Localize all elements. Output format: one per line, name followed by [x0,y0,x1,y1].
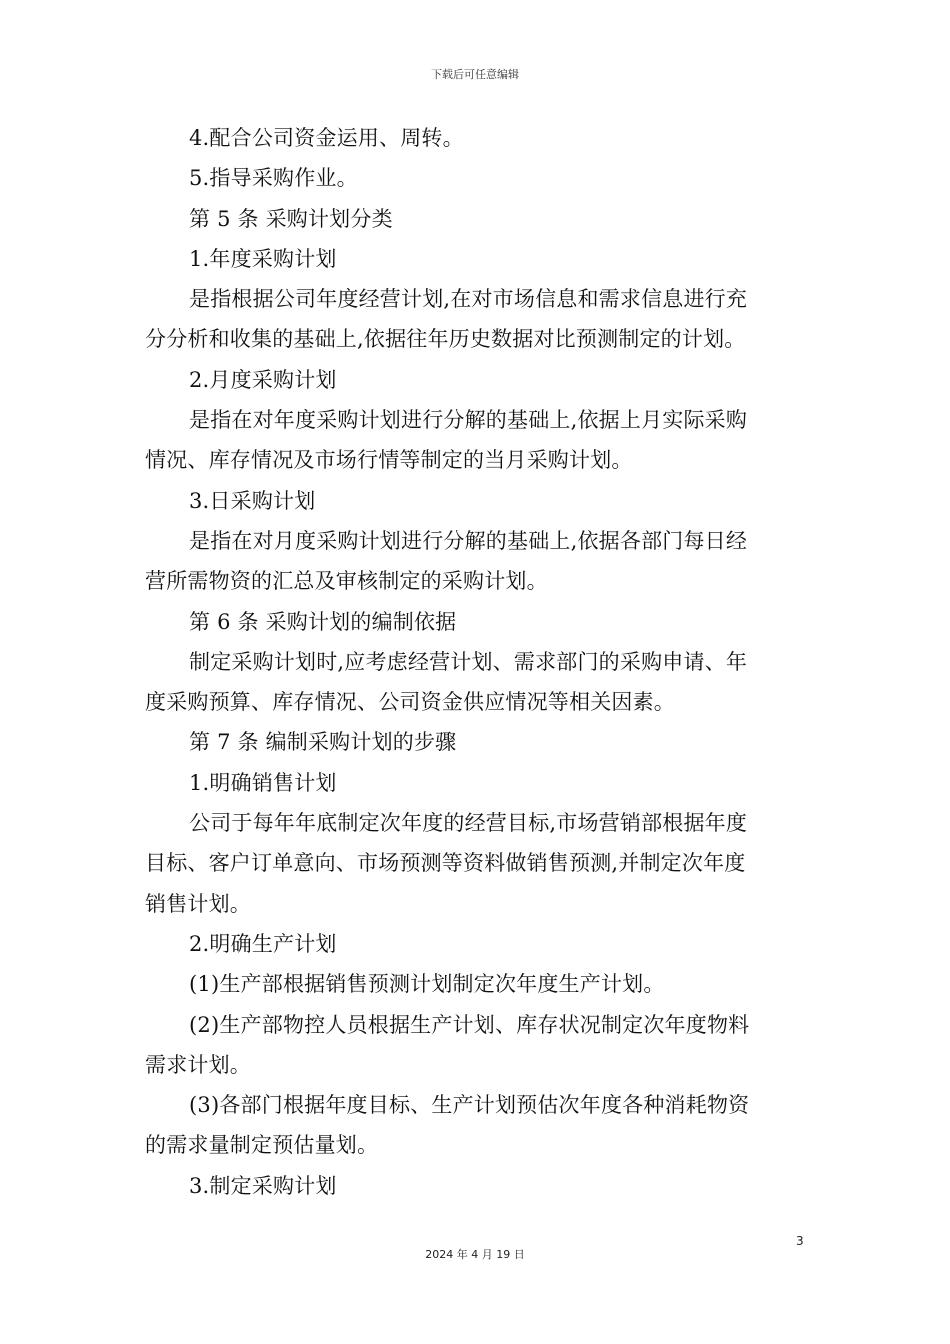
text-line: (3)各部门根据年度目标、生产计划预估次年度各种消耗物资 [189,1093,750,1118]
text-line: 度采购预算、库存情况、公司资金供应情况等相关因素。 [145,690,675,715]
text-line: (1)生产部根据销售预测计划制定次年度生产计划。 [189,972,665,997]
text-line: 公司于每年年底制定次年度的经营目标,市场营销部根据年度 [189,811,748,836]
text-line: 1.明确销售计划 [189,770,337,795]
text-line: 制定采购计划时,应考虑经营计划、需求部门的采购申请、年 [189,649,748,674]
text-line: 2.明确生产计划 [189,931,337,956]
text-line: 是指在对年度采购计划进行分解的基础上,依据上月实际采购 [189,408,748,433]
text-line: 情况、库存情况及市场行情等制定的当月采购计划。 [145,448,633,473]
text-line: 2.月度采购计划 [189,367,337,392]
text-line: 4.配合公司资金运用、周转。 [189,126,464,150]
text-line: 分分析和收集的基础上,依据往年历史数据对比预测制定的计划。 [145,327,746,352]
text-line: 3.日采购计划 [189,488,316,513]
text-line: 销售计划。 [145,891,251,916]
text-line: 目标、客户订单意向、市场预测等资料做销售预测,并制定次年度 [145,851,746,876]
text-line: 营所需物资的汇总及审核制定的采购计划。 [145,569,548,594]
footer-date: 2024 年 4 月 19 日 [425,1248,525,1261]
page-header: 下载后可任意编辑 [431,68,519,81]
document-body [145,118,810,1206]
text-line: 第 7 条 编制采购计划的步骤 [189,730,457,755]
text-line: 是指在对月度采购计划进行分解的基础上,依据各部门每日经 [189,528,748,553]
text-line: 是指根据公司年度经营计划,在对市场信息和需求信息进行充 [189,287,748,312]
text-line: 1.年度采购计划 [189,246,337,271]
text-line: 5.指导采购作业。 [189,166,358,191]
text-line: (2)生产部物控人员根据生产计划、库存状况制定次年度物料 [189,1012,750,1037]
text-line: 需求计划。 [145,1052,251,1077]
text-line: 的需求量制定预估量划。 [145,1133,379,1158]
page-number: 3 [796,1234,804,1248]
text-line: 3.制定采购计划 [189,1173,337,1198]
text-line: 第 6 条 采购计划的编制依据 [189,609,457,634]
text-line: 第 5 条 采购计划分类 [189,206,393,231]
